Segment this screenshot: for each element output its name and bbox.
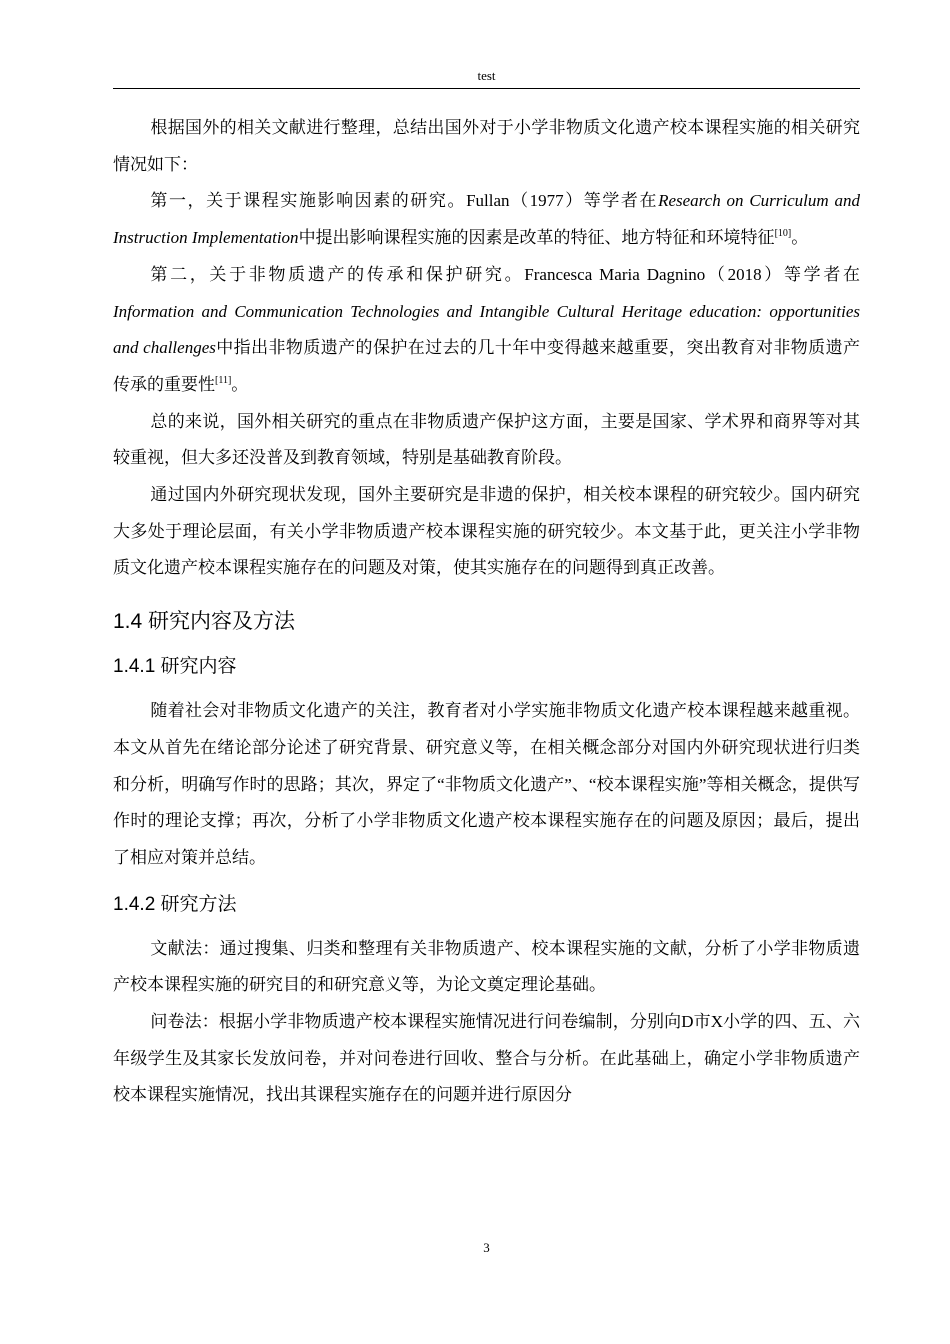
paragraph-text: 中指出非物质遗产的保护在过去的几十年中变得越来越重要，突出教育对非物质遗产传承的重要性 <box>113 338 860 394</box>
paragraph-first-point <box>113 183 860 256</box>
subsection-heading-1-4-1: 1.4.1 研究内容 <box>113 656 237 678</box>
paragraph-text: 第一，关于课程实施影响因素的研究。Fullan（1977）等学者在 <box>150 191 659 211</box>
paragraph-text: 第二，关于非物质遗产的传承和保护研究。Francesca Maria Dagnino（2018）等学者在 <box>150 264 860 284</box>
paragraph-text: 。 <box>231 374 249 394</box>
page-content <box>113 110 860 1114</box>
cited-work-title: Information and Communication Technologies and Intangible Cultural Heritage education: opportunities and challenges <box>113 301 860 358</box>
paragraph-research-content: 随着社会对非物质文化遗产的关注，教育者对小学实施非物质文化遗产校本课程越来越重视。本文从首先在绪论部分论述了研究背景、研究意义等，在相关概念部分对国内外研究现状进行归类和分析，明确写作时的思路；其次，界定了“非物质文化遗产”、“校本课程实施”等相关概念，提供写作时的理论支撑；再次，分析了小学非物质文化遗产校本课程实施存在的问题及原因；最后，提出了相应对策并总结。 <box>113 701 860 867</box>
paragraph-research-status: 通过国内外研究现状发现，国外主要研究是非遗的保护，相关校本课程的研究较少。国内研究大多处于理论层面，有关小学非物质遗产校本课程实施的研究较少。本文基于此，更关注小学非物质文化遗产校本课程实施存在的问题及对策，使其实施存在的问题得到真正改善。 <box>113 485 860 578</box>
paragraph-foreign-research-intro: 根据国外的相关文献进行整理，总结出国外对于小学非物质文化遗产校本课程实施的相关研究情况如下： <box>113 118 860 174</box>
cited-work-title: Research on Curriculum and Instruction Implementation <box>113 191 860 248</box>
paragraph-text: 。 <box>791 228 809 248</box>
paragraph-text: 中提出影响课程实施的因素是改革的特征、地方特征和环境特征 <box>298 228 775 248</box>
page-header: test <box>113 66 860 89</box>
subsection-heading-1-4-2: 1.4.2 研究方法 <box>113 893 237 915</box>
citation-marker[interactable]: [11] <box>215 374 232 386</box>
citation-marker[interactable]: [10] <box>774 228 792 240</box>
paragraph-summary: 总的来说，国外相关研究的重点在非物质遗产保护这方面，主要是国家、学术界和商界等对其较重视，但大多还没普及到教育领域，特别是基础教育阶段。 <box>113 411 860 468</box>
paragraph-second-point <box>113 257 860 404</box>
page-number: 3 <box>483 1240 490 1255</box>
section-heading-1-4: 1.4 研究内容及方法 <box>113 610 296 634</box>
paragraph-questionnaire-method: 问卷法：根据小学非物质遗产校本课程实施情况进行问卷编制，分别向D市X小学的四、五、六年级学生及其家长发放问卷，并对问卷进行回收、整合与分析。在此基础上，确定小学非物质遗产校本课程实施情况，找出其课程实施存在的问题并进行原因分 <box>113 1012 860 1105</box>
paragraph-literature-method: 文献法：通过搜集、归类和整理有关非物质遗产、校本课程实施的文献，分析了小学非物质遗产校本课程实施的研究目的和研究意义等，为论文奠定理论基础。 <box>113 938 860 995</box>
